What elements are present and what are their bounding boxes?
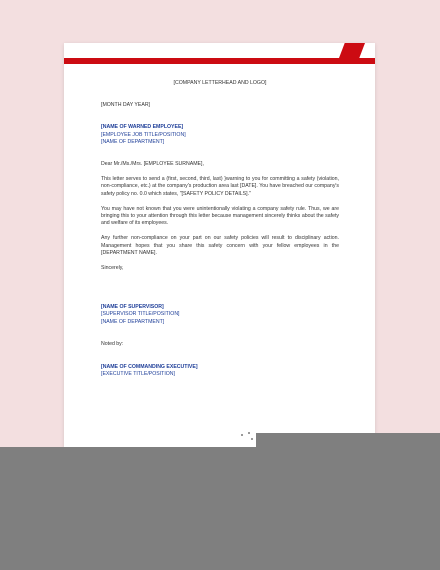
body-paragraph-2: You may have not known that you were unintentionally violating a company safety rule. Thus, we are bringing this to your attention through this letter because management sincerely thinks about the safety and welfare of its employees. [101,205,339,227]
executive-signature-block [101,364,339,378]
executive-name: [NAME OF COMMANDING EXECUTIVE] [101,364,198,371]
artifact-dot [251,438,253,440]
preview-artifacts [237,432,255,442]
header-accent-bar [64,58,375,64]
body-paragraph-3: Any further non-compliance on your part on our safety policies will result to disciplinary action. Management hopes that you share this safety concern with your fellow employees in the [DEPARTMENT NAME]. [101,235,339,256]
recipient-title: [EMPLOYEE JOB TITLE/POSITION] [101,131,186,138]
supervisor-name: [NAME OF SUPERVISOR] [101,304,164,311]
letter-greeting: Dear Mr./Ms./Mrs. [EMPLOYEE SURNAME], [101,161,204,168]
preview-overlay-step [256,433,440,448]
letter-body [101,80,339,378]
letter-page [64,43,375,473]
header-accent-tab [339,43,365,58]
recipient-department: [NAME OF DEPARTMENT] [101,138,165,145]
executive-title: [EXECUTIVE TITLE/POSITION] [101,371,175,378]
recipient-name: [NAME OF WARNED EMPLOYEE] [101,124,184,131]
supervisor-signature-block [101,304,339,326]
company-letterhead-placeholder: [COMPANY LETTERHEAD AND LOGO] [173,80,267,86]
supervisor-department: [NAME OF DEPARTMENT] [101,318,165,325]
artifact-dot [248,432,250,434]
preview-overlay [0,447,440,570]
supervisor-title: [SUPERVISOR TITLE/POSITION] [101,311,180,318]
letter-closing: Sincerely, [101,265,124,272]
letter-date: [MONTH DAY YEAR] [101,102,151,109]
recipient-block [101,124,339,146]
noted-by-label: Noted by: [101,340,124,347]
artifact-dot [241,434,243,436]
body-paragraph-1: This letter serves to send a (first, second, third, last) }warning to you for committing a safety (violation, non-compliance, etc.) at the company's production area last [DATE]. You have breached our company's safety policy no. 0.0 which states, "[SAFETY POLICY DETAILS]." [101,176,339,197]
